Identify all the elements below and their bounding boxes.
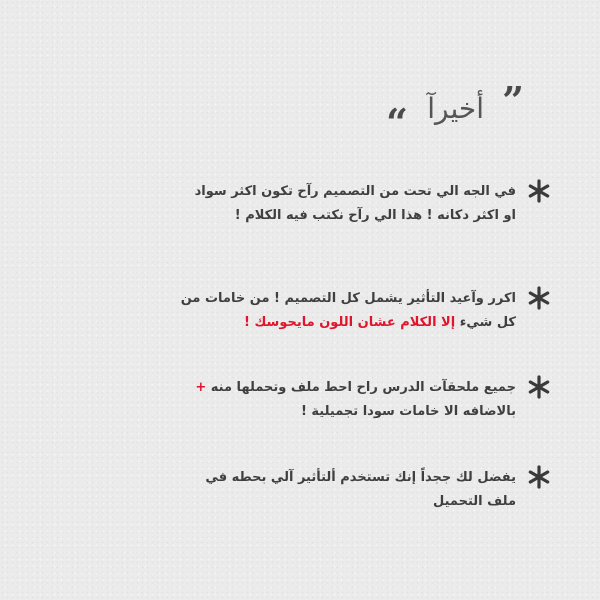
- asterisk-icon: [524, 374, 552, 400]
- list-item-line: اكرر وآعيد التأثير يشمل كل التصميم ! من خامات من: [180, 291, 516, 306]
- list-item: [112, 376, 552, 424]
- list-item-line: يفضل لك ججداً إنك تستخدم ألتأثير آلي بحطه في: [205, 470, 516, 485]
- asterisk-icon: [524, 464, 552, 490]
- title-block: [360, 78, 530, 145]
- list-item-line-text: جميع ملحقآت الدرس راح احط ملف وتحملها منه: [210, 380, 516, 395]
- highlighted-text: إلا الكلام عشان اللون مايحوسك !: [244, 315, 456, 330]
- list-item-line: ملف التحميل: [432, 494, 516, 509]
- list-item-line-prefix: كل شيء: [459, 315, 516, 330]
- list-item-line: او اكثر دكانه ! هذا الي رآح نكتب فيه الكلام !: [234, 208, 516, 223]
- asterisk-icon: [524, 285, 552, 311]
- list-item: [112, 287, 552, 335]
- list-item-line: [112, 311, 516, 335]
- asterisk-icon: [524, 178, 552, 204]
- list-item: [112, 466, 552, 514]
- close-quote-mark: ”: [502, 78, 524, 123]
- plus-sign: +: [195, 380, 207, 395]
- list-item-text: [112, 180, 516, 228]
- list-item: [112, 180, 552, 228]
- list-item-text: [112, 466, 516, 514]
- list-item-line: بالاضافه الا خامات سودا تجميلية !: [300, 404, 516, 419]
- list-item-line: [112, 376, 516, 400]
- list-item-line: في الجه الي تحت من التصميم رآح تكون اكثر سواد: [194, 184, 516, 199]
- page-title: أخيرآ: [427, 92, 484, 125]
- list-item-text: [112, 287, 516, 335]
- open-quote-mark: “: [386, 100, 408, 145]
- list-item-text: [112, 376, 516, 424]
